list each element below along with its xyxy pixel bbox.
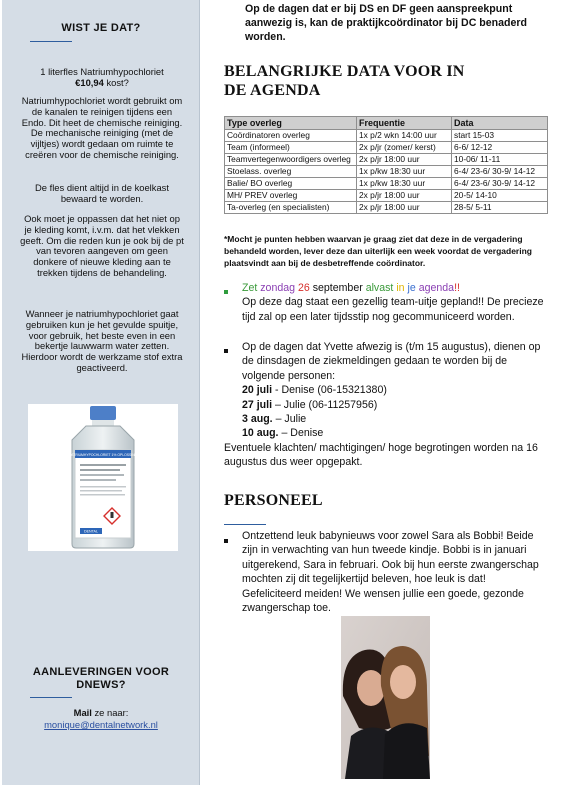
table-cell: 6-4/ 23-6/ 30-9/ 14-12: [452, 178, 548, 190]
mail-label: Mail: [73, 707, 92, 718]
table-row: [225, 130, 548, 142]
personeel-rule: [224, 524, 266, 525]
colored-word: alvast: [365, 282, 397, 294]
table-cell: 2x p/jr 18:00 uur: [357, 190, 452, 202]
table-cell: 6-6/ 12-12: [452, 142, 548, 154]
agenda-heading: BELANGRIJKE DATA VOOR IN DE AGENDA: [224, 63, 465, 99]
colored-word: in: [396, 282, 408, 294]
table-cell: Coördinatoren overleg: [225, 130, 357, 142]
mail-rest: ze naar:: [91, 707, 129, 718]
sidebar-question: [20, 67, 184, 89]
colored-word: !!: [454, 282, 460, 294]
question-line: 1 literfles Natriumhypochloriet: [40, 66, 164, 77]
table-cell: 2x p/jr (zomer/ kerst): [357, 142, 452, 154]
bottle-image: [28, 404, 178, 551]
sidebar-title-rule: [30, 41, 72, 42]
agenda-table: [224, 116, 548, 214]
table-row: [225, 142, 548, 154]
colored-word: Zet: [242, 282, 261, 294]
price: €10,94: [75, 76, 104, 88]
svg-text:NATRIUMHYPOCHLORIET 1% OPLOSSI: NATRIUMHYPOCHLORIET 1% OPLOSSING: [68, 453, 138, 457]
table-row: [225, 202, 548, 214]
colored-word: agenda: [418, 282, 455, 294]
date-person: - Denise (06-15321380): [272, 384, 387, 397]
table-cell: 2x p/jr 18:00 uur: [357, 154, 452, 166]
question-end: kost?: [106, 76, 129, 88]
table-cell: start 15-03: [452, 130, 548, 142]
table-cell: Stoelass. overleg: [225, 166, 357, 178]
mail-address-row: [2, 719, 200, 731]
team-outing-text: Op deze dag staat een gezellig team-uitje gepland!! De precieze tijd zal op een later tijdsstip nog gecommuniceerd worden.: [242, 296, 544, 323]
table-cell: 1x p/kw 18:30 uur: [357, 166, 452, 178]
table-cell: 10-06/ 11-11: [452, 154, 548, 166]
date-line: [242, 412, 548, 426]
sidebar-paragraph-storage: De fles dient altijd in de koelkast bewaard te worden.: [35, 182, 169, 204]
table-row: [225, 190, 548, 202]
dnews-rule: [30, 697, 72, 698]
table-cell: Ta-overleg (en specialisten): [225, 202, 357, 214]
date-person: – Julie: [272, 413, 307, 426]
date: 20 juli: [242, 384, 273, 397]
sidebar-paragraph-clothing: Ook moet je oppassen dat het niet op je kleding komt, i.v.m. dat het vlekken geeft. Om die reden kun je ook bij de pt van tevoren aangeven om geen donkere of nieuwe kleding aan te trekken tijdens de behandeling.: [20, 213, 184, 278]
table-cell: 1x p/kw 18:30 uur: [357, 178, 452, 190]
table-cell: Balie/ BO overleg: [225, 178, 357, 190]
table-row: [225, 154, 548, 166]
bullet-marker: [224, 345, 228, 356]
table-header: Frequentie: [357, 117, 452, 130]
table-header: Data: [452, 117, 548, 130]
table-cell: Team (informeel): [225, 142, 357, 154]
sick-reports-text: Op de dagen dat Yvette afwezig is (t/m 15 augustus), dienen op de dinsdagen de ziekmeldingen gedaan te worden bij de volgende personen:: [242, 341, 541, 382]
date-line: [242, 383, 548, 397]
staff-photo: [341, 616, 430, 779]
table-cell: 1x p/2 wkn 14:00 uur: [357, 130, 452, 142]
dnews-title: AANLEVERINGEN VOOR DNEWS?: [32, 666, 170, 691]
team-outing-colored-line: [242, 281, 548, 295]
colored-word: 26: [297, 282, 313, 294]
bullet-marker: [224, 535, 228, 546]
table-cell: 20-5/ 14-10: [452, 190, 548, 202]
table-header-row: [225, 117, 548, 130]
table-cell: MH/ PREV overleg: [225, 190, 357, 202]
complaints-note: Eventuele klachten/ machtigingen/ hoge begrotingen worden na 16 augustus dus weer opgepakt.: [224, 442, 538, 469]
table-cell: Teamvertegenwoordigers overleg: [225, 154, 357, 166]
date: 27 juli: [242, 398, 273, 411]
date: 3 aug.: [242, 413, 273, 426]
bullet-marker: [224, 286, 228, 297]
table-cell: 28-5/ 5-11: [452, 202, 548, 214]
sidebar-paragraph-tip: Wanneer je natriumhypochloriet gaat gebruiken kun je het gevulde spuitje, voor gebruik, het beste even in een bekertje lauwwarm water zetten. Hierdoor wordt de werkzame stof extra geactiveerd.: [21, 308, 183, 373]
date-person: – Julie (06-11257956): [272, 398, 378, 411]
sidebar-title: WIST JE DAT?: [61, 22, 141, 34]
date-line: [242, 426, 548, 440]
table-header: Type overleg: [225, 117, 357, 130]
bullet-team-outing: [242, 281, 548, 324]
colored-word: zondag: [260, 282, 298, 294]
table-row: [225, 166, 548, 178]
table-cell: 6-4/ 23-6/ 30-9/ 14-12: [452, 166, 548, 178]
svg-text:DENTAL: DENTAL: [84, 529, 98, 534]
personeel-heading: PERSONEEL: [224, 492, 323, 509]
bullet-sick-reports: [242, 340, 548, 441]
colored-word: september: [312, 282, 366, 294]
table-cell: 2x p/jr 18:00 uur: [357, 202, 452, 214]
table-note: *Mocht je punten hebben waarvan je graag ziet dat deze in de vergadering behandeld worden, lever deze dan uiterlijk een week voordat de vergadering plaatsvindt aan bij de desbetreffende coördinator.: [224, 234, 532, 269]
intro-text: Op de dagen dat er bij DS en DF geen aanspreekpunt aanwezig is, kan de praktijkcoördinator bij DC benaderd worden.: [245, 3, 527, 44]
table-row: [225, 178, 548, 190]
mail-address-link[interactable]: monique@dentalnetwork.nl: [44, 719, 158, 730]
date-person: – Denise: [278, 427, 324, 440]
sidebar-paragraph-usage: Natriumhypochloriet wordt gebruikt om de kanalen te reinigen tijdens een Endo. Dit heet de chemische reiniging. De mechanische reiniging (met de vijltjes) wordt gedaan om ruimte te creëren voor de chemische reiniging.: [21, 95, 183, 160]
sidebar: [2, 0, 200, 785]
mail-line: [2, 707, 200, 719]
date-line: [242, 398, 548, 412]
date: 10 aug.: [242, 427, 279, 440]
bullet-baby-news: Ontzettend leuk babynieuws voor zowel Sara als Bobbi! Beide zijn in verwachting van hun tweede kindje. Bobbi is in januari uitgerekend, Sara in februari. Ook bij hun eerste zwangerschap mochten zij dit tegelijkertijd beleven, hoe leuk is dat! Gefeliciteerd meiden! We wensen jullie een goede, gezonde zwangerschap toe.: [242, 530, 539, 615]
colored-word: je: [407, 282, 419, 294]
